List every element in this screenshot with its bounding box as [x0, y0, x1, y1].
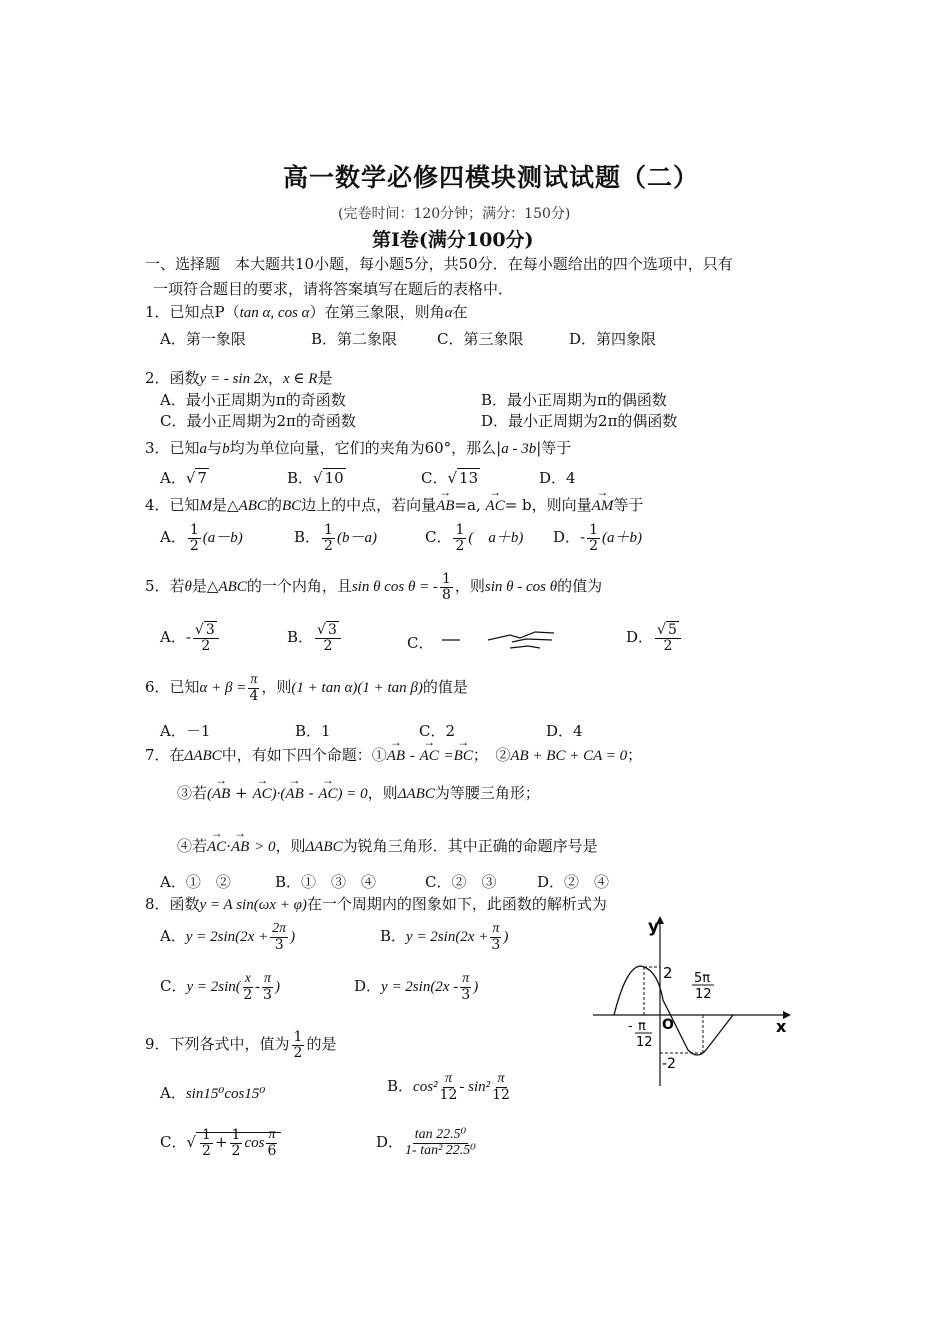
q8-sine-graph: [588, 910, 798, 1090]
q9-option-c: C．√ $\frac{1}{2}$ + $\frac{1}{2}$ cos $\frac{\pi}{6}$: [160, 1128, 281, 1158]
q6-option-b: B．1: [295, 722, 331, 740]
xb-numerator: 5π: [694, 971, 711, 986]
part-title: 第Ⅰ卷(满分100分): [372, 229, 534, 251]
section-intro-line1: 一、选择题 本大题共10小题，每小题5分，共50分．在每小题给出的四个选项中，只有: [145, 255, 733, 273]
q7-option-d: D．② ④: [537, 873, 610, 891]
q1-option-d: D．第四象限: [569, 330, 657, 348]
q1-option-c: C．第三象限: [437, 330, 524, 348]
q6-option-a: A．－1: [160, 722, 211, 740]
q1-option-b: B．第二象限: [311, 330, 398, 348]
q4-option-a: A． $\frac{1}{2}$ (a－b): [160, 522, 243, 554]
q4-option-c: C． $\frac{1}{2}$ ( a＋b): [425, 522, 524, 554]
page-title: 高一数学必修四模块测试试题（二）: [283, 163, 700, 192]
q2-option-d: D．最小正周期为2π的偶函数: [481, 412, 678, 430]
q8-option-d: D．y = 2sin(2x - $\frac{\pi}{3}$ ): [354, 971, 479, 1003]
q5-stem: 5．若θ是△ABC的一个内角，且sin θ cos θ = - $\frac{1}{8}$ ，则sin θ - cos θ的值为: [145, 571, 603, 603]
q5-option-c: C．: [407, 634, 434, 652]
q4-option-b: B． $\frac{1}{2}$ (b－a): [294, 522, 377, 554]
q3-stem: 3．已知a与b均为单位向量，它们的夹角为60°，那么|a - 3b|等于: [145, 439, 572, 457]
q5-option-a: A．- $\frac{√ 3}{2}$: [160, 623, 221, 653]
origin-label: O: [662, 1017, 674, 1033]
q3-option-c: C．√ 13: [421, 469, 479, 487]
q7-proposition-3: ③若(→ AB + → AC)·(→ AB - → AC) = 0，则ΔABC为等腰三角形；: [177, 782, 540, 803]
q7-option-c: C．② ③: [425, 873, 497, 891]
q9-option-a: A．sin15⁰cos15⁰: [160, 1084, 266, 1102]
q8-option-b: B．y = 2sin(2x + $\frac{\pi}{3}$ ): [380, 921, 509, 953]
section-intro-line2: 一项符合题目的要求，请将答案填写在题后的表格中．: [153, 280, 514, 298]
q7-proposition-4: ④若→ AC·→ AB > 0，则ΔABC为锐角三角形．其中正确的命题序号是: [177, 835, 598, 856]
x-axis-label: x: [776, 1017, 787, 1036]
q6-stem: 6．已知α + β = $\frac{\pi}{4}$ ，则(1 + tan α)(1 + tan β)的值是: [145, 672, 468, 704]
max-label: 2: [663, 964, 673, 982]
q4-stem: 4．已知M是△ABC的BC边上的中点，若向量→ AB=a, → AC= b，则向量→ AM等于: [145, 494, 643, 515]
q3-option-a: A．√ 7: [160, 469, 207, 487]
q3-option-d: D．4: [539, 469, 576, 487]
min-label: -2: [662, 1056, 676, 1072]
xa-denominator: 12: [636, 1035, 653, 1050]
q5-option-c-scribble: [440, 626, 560, 654]
q5-option-b: B． $\frac{√ 3}{2}$: [287, 623, 343, 653]
q2-stem: 2．函数y = - sin 2x，x ∈ R是: [145, 369, 333, 387]
q2-option-b: B．最小正周期为π的偶函数: [481, 391, 667, 409]
q6-option-c: C．2: [419, 722, 456, 740]
q2-option-a: A．最小正周期为π的奇函数: [160, 391, 346, 409]
q1-option-a: A．第一象限: [160, 330, 246, 348]
exam-info: (完卷时间：120分钟；满分：150分): [338, 206, 571, 222]
q1-stem: 1．已知点P（tan α, cos α）在第三象限，则角α在: [145, 303, 468, 321]
q7-option-a: A．① ②: [160, 873, 231, 891]
q8-option-c: C．y = 2sin( $\frac{x}{2}$ - $\frac{\pi}{3}$ ): [160, 971, 280, 1003]
q9-stem: 9．下列各式中，值为 $\frac{1}{2}$ 的是: [145, 1029, 337, 1061]
xa-sign: -: [628, 1019, 633, 1034]
q8-stem: 8．函数y = A sin(ωx + φ)在一个周期内的图象如下，此函数的解析式为: [145, 895, 607, 913]
xa-numerator: π: [638, 1019, 646, 1034]
q7-stem: 7．在ΔABC中，有如下四个命题：①→ AB - → AC =→ BC； ②AB + BC + CA = 0；: [145, 744, 642, 765]
q2-option-c: C．最小正周期为2π的奇函数: [160, 412, 356, 430]
q3-option-b: B．√ 10: [287, 469, 344, 487]
q7-option-b: B．① ③ ④: [275, 873, 377, 891]
sine-curve: [614, 966, 733, 1055]
y-axis-label: y: [648, 917, 660, 937]
q4-option-d: D．- $\frac{1}{2}$ (a＋b): [553, 522, 643, 554]
q5-option-d: D． $\frac{√ 5}{2}$: [626, 623, 683, 653]
q9-option-d: D． $\frac{\text{tan 22.5⁰}}{\text{1- tan² 22.5⁰}}$: [376, 1127, 476, 1158]
q9-option-b: B．cos² $\frac{\pi}{12}$ - sin² $\frac{\pi}{12}$: [387, 1071, 510, 1103]
q6-option-d: D．4: [546, 722, 583, 740]
q8-option-a: A．y = 2sin(2x + $\frac{2\pi}{3}$ ): [160, 921, 296, 953]
xb-denominator: 12: [695, 987, 712, 1002]
